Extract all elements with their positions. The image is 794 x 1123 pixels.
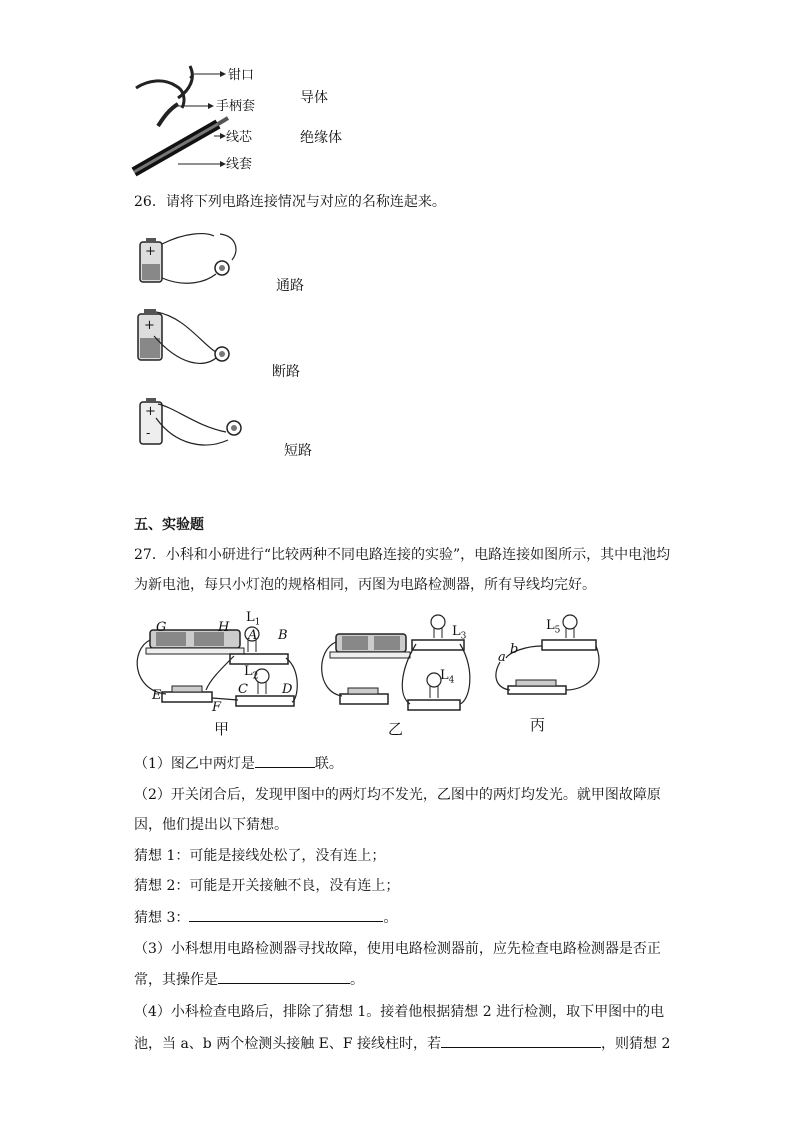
battery-plus-3: + xyxy=(145,404,156,419)
label-C: C xyxy=(238,682,248,697)
battery-minus-3: - xyxy=(146,426,151,441)
option-open-circuit: 断路 xyxy=(272,364,300,380)
guess-1: 猜想 1：可能是接线处松了，没有连上； xyxy=(134,848,386,864)
label-sheath: 线套 xyxy=(226,157,253,172)
label-b: b xyxy=(510,642,519,657)
label-L1: $L_1$ xyxy=(246,610,261,628)
label-E: E xyxy=(152,688,162,703)
label-H: H xyxy=(218,620,230,635)
caption-jia: 甲 xyxy=(214,720,230,738)
label-G: G xyxy=(156,620,167,635)
option-short-circuit: 短路 xyxy=(284,443,312,459)
option-insulator: 绝缘体 xyxy=(300,130,342,146)
answer-blank-2[interactable] xyxy=(189,907,383,922)
option-conductor: 导体 xyxy=(300,90,328,106)
label-F: F xyxy=(212,700,222,715)
battery-plus-2: + xyxy=(144,318,155,333)
answer-blank-1[interactable] xyxy=(255,753,315,768)
answer-blank-3[interactable] xyxy=(218,969,350,984)
section-title: 五、实验题 xyxy=(134,517,204,533)
option-closed-circuit: 通路 xyxy=(276,278,304,294)
label-core: 线芯 xyxy=(226,130,253,145)
answer-blank-4[interactable] xyxy=(441,1033,601,1048)
q27-sub2-line1: （2）开关闭合后，发现甲图中的两灯均不发光，乙图中的两灯均发光。就甲图故障原 xyxy=(134,787,661,803)
caption-yi: 乙 xyxy=(388,720,404,738)
q27-intro-line1: 27．小科和小研进行“比较两种不同电路连接的实验”，电路连接如图所示，其中电池均 xyxy=(134,547,671,563)
guess-3: 猜想 3： 。 xyxy=(134,907,397,928)
q27-intro-line2: 为新电池，每只小灯泡的规格相同，丙图为电路检测器，所有导线均完好。 xyxy=(134,577,596,593)
q27-sub4-line1: （4）小科检查电路后，排除了猜想 1。接着他根据猜想 2 进行检测，取下甲图中的电 xyxy=(134,1004,665,1020)
battery-plus-1: + xyxy=(145,244,156,259)
q27-sub3-line1: （3）小科想用电路检测器寻找故障，使用电路检测器前，应先检查电路检测器是否正 xyxy=(134,941,661,957)
q27-sub1: （1）图乙中两灯是 联。 xyxy=(134,753,343,774)
q26-text: 26．请将下列电路连接情况与对应的名称连起来。 xyxy=(134,194,446,210)
label-L5: $L_5$ xyxy=(546,618,561,636)
label-A: A xyxy=(248,628,258,643)
label-L3: $L_3$ xyxy=(452,624,467,642)
label-handle: 手柄套 xyxy=(216,99,256,114)
label-jaw: 钳口 xyxy=(228,68,255,83)
label-L2: $L_2$ xyxy=(244,664,259,682)
q27-sub3-line2: 常，其操作是 。 xyxy=(134,969,364,990)
label-B: B xyxy=(278,628,288,643)
label-a: a xyxy=(498,650,506,665)
q27-sub4-line2: 池，当 a、b 两个检测头接触 E、F 接线柱时，若 ，则猜想 2 xyxy=(134,1033,670,1054)
q27-sub2-line2: 因，他们提出以下猜想。 xyxy=(134,817,288,833)
label-D: D xyxy=(282,682,293,697)
caption-bing: 丙 xyxy=(530,716,546,734)
guess-2: 猜想 2：可能是开关接触不良，没有连上； xyxy=(134,878,400,894)
label-L4: $L_4$ xyxy=(440,668,455,686)
